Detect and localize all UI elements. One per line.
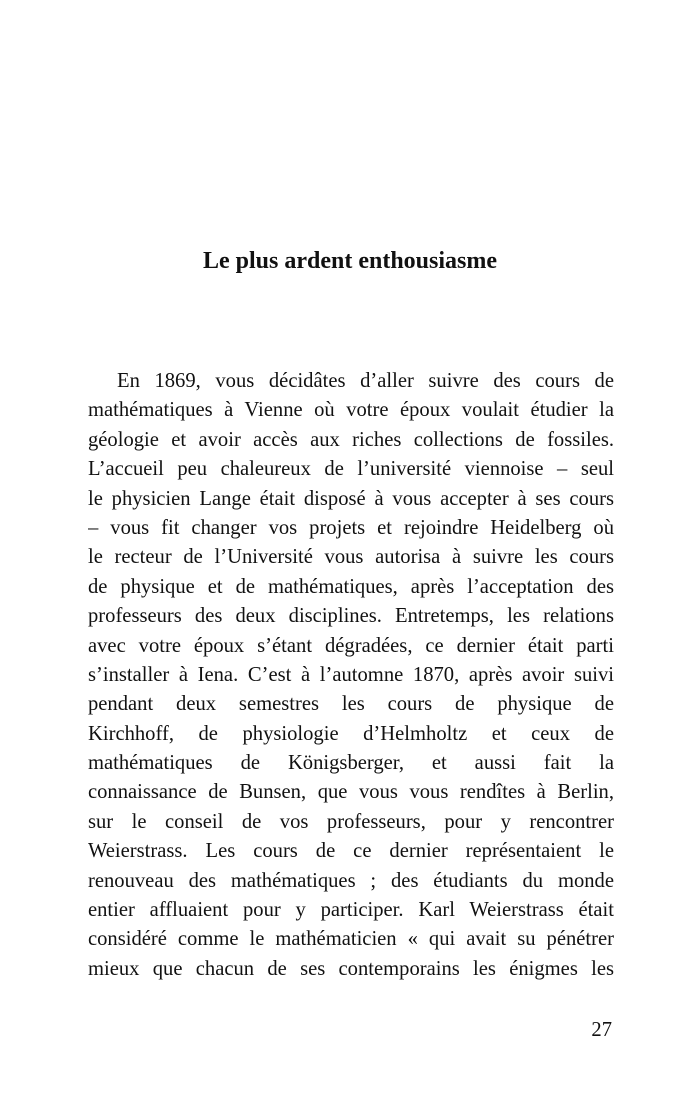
paragraph-line: le recteur de l’Université vous autorisa à suivre les cours [88,546,614,569]
paragraph-line: Weierstrass. Les cours de ce dernier représentaient le [88,840,614,863]
paragraph-line: mieux que chacun de ses contemporains les énigmes les [88,957,614,980]
paragraph-line: le physicien Lange était disposé à vous accepter à ses cours [88,487,614,510]
paragraph-line: mathématiques de Königsberger, et aussi fait la [88,752,614,775]
paragraph-line: pendant deux semestres les cours de physique de [88,693,614,716]
paragraph-line: – vous fit changer vos projets et rejoindre Heidelberg où [88,516,614,539]
paragraph-line: Kirchhoff, de physiologie d’Helmholtz et ceux de [88,722,614,745]
page-number: 27 [591,1019,612,1041]
paragraph-line: mathématiques à Vienne où votre époux voulait étudier la [88,399,614,422]
paragraph-line: s’installer à Iena. C’est à l’automne 1870, après avoir suivi [88,663,614,686]
chapter-title: Le plus ardent enthousiasme [202,248,498,274]
paragraph-line: L’accueil peu chaleureux de l’université viennoise – seul [88,458,614,481]
paragraph-line: renouveau des mathématiques ; des étudiants du monde [88,869,614,892]
paragraph-line: entier affluaient pour y participer. Karl Weierstrass était [88,899,614,922]
paragraph-line: géologie et avoir accès aux riches collections de fossiles. [88,428,614,451]
paragraph-line: de physique et de mathématiques, après l’acceptation des [88,575,614,598]
paragraph-line: professeurs des deux disciplines. Entretemps, les relations [88,605,614,628]
paragraph-line: considéré comme le mathématicien « qui avait su pénétrer [88,928,614,951]
paragraph-line: En 1869, vous décidâtes d’aller suivre des cours de [117,370,614,392]
paragraph-line: avec votre époux s’étant dégradées, ce dernier était parti [88,634,614,657]
paragraph-line: sur le conseil de vos professeurs, pour y rencontrer [88,810,614,833]
body-paragraph [88,367,614,984]
paragraph-line: connaissance de Bunsen, que vous vous rendîtes à Berlin, [88,781,614,804]
